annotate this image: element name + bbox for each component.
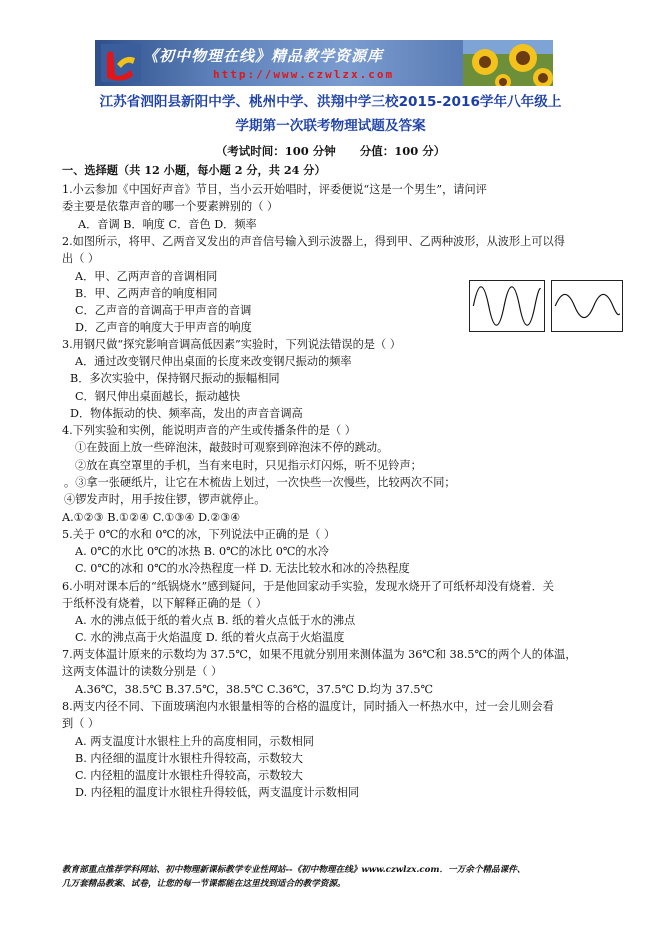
question-line: 7.两支体温计原来的示数均为 37.5℃，如果不甩就分别用来测体温为 36℃和 38.5℃的两个人的体温， (62, 648, 577, 661)
question-line: 8.两支内径不同、下面玻璃泡内水银量相等的合格的温度计，同时插入一杯热水中，过一会儿则会看 (62, 700, 554, 713)
question-line: B．甲、乙两声音的响度相同 (75, 287, 218, 300)
banner-url[interactable]: http://www.czwlzx.com (213, 68, 395, 81)
question-line: 委主要是依靠声音的哪一个要素辨别的（ ） (62, 200, 279, 213)
document-title-line-1: 江苏省泗阳县新阳中学、桃州中学、洪翔中学三校2015-2016学年八年级上 (99, 94, 562, 110)
question-line: 于纸杯没有烧着，以下解释正确的是（ ） (62, 597, 267, 610)
question-line: A.①②③ B.①②④ C.①③④ D.②③④ (62, 511, 241, 524)
question-line: C. 水的沸点高于火焰温度 D. 纸的着火点高于火焰温度 (75, 631, 345, 644)
exam-info: （考试时间：100 分钟 分值：100 分） (215, 144, 446, 158)
question-line: C．乙声音的音调高于甲声音的音调 (75, 304, 252, 317)
section-heading: 一、选择题（共 12 小题，每小题 2 分，共 24 分） (62, 163, 326, 177)
sunflower-decoration-icon (463, 40, 553, 86)
waveform-jia (469, 280, 545, 332)
question-line: ④锣发声时，用手按住锣，锣声就停止。 (64, 493, 266, 506)
question-line: A．音调 B．响度 C．音色 D．频率 (78, 218, 257, 231)
question-line: 6.小明对课本后的“纸锅烧水”感到疑问，于是他回家动手实验，发现水烧开了可纸杯却没有烧着．关 (62, 580, 554, 593)
question-line: B．多次实验中，保持钢尺振动的振幅相同 (70, 372, 280, 385)
question-line: 1.小云参加《中国好声音》节目，当小云开始唱时，评委便说“这是一个男生”，请问评 (62, 183, 487, 196)
question-line: A.36℃，38.5℃ B.37.5℃，38.5℃ C.36℃，37.5℃ D.均为 37.5℃ (75, 683, 434, 696)
question-line: C. 内径粗的温度计水银柱升得较高，示数较大 (75, 769, 303, 782)
question-line: 4.下列实验和实例，能说明声音的产生或传播条件的是（ ） (62, 424, 356, 437)
document-title-line-2: 学期第一次联考物理试题及答案 (235, 118, 426, 134)
question-line: C．钢尺伸出桌面越长，振动越快 (75, 390, 241, 403)
question-line: 2.如图所示，将甲、乙两音叉发出的声音信号输入到示波器上，得到甲、乙两种波形，从波形上可以得 (62, 235, 565, 248)
question-line: D．物体振动的快、频率高，发出的声音音调高 (70, 407, 303, 420)
question-line: D. 内径粗的温度计水银柱升得较低，两支温度计示数相同 (75, 786, 360, 799)
question-line: 5.关于 0℃的水和 0℃的冰，下列说法中正确的是（ ） (62, 528, 336, 541)
question-line: 这两支体温计的读数分别是（ ） (62, 665, 223, 678)
question-line: A. 两支温度计水银柱上升的高度相同，示数相同 (75, 735, 314, 748)
question-line: A. 0℃的水比 0℃的冰热 B. 0℃的冰比 0℃的水冷 (75, 545, 329, 558)
question-line: A. 水的沸点低于纸的着火点 B. 纸的着火点低于水的沸点 (75, 614, 356, 627)
site-logo-icon (101, 44, 141, 82)
footer-line-2: 几万套精品教案、试卷，让您的每一节课都能在这里找到适合的教学资源。 (62, 879, 346, 889)
document-title (40, 90, 621, 138)
header-banner (95, 40, 553, 86)
question-line: 出（ ） (62, 252, 100, 265)
question-line: A．通过改变钢尺伸出桌面的长度来改变钢尺振动的频率 (75, 355, 352, 368)
waveform-yi (551, 280, 623, 332)
question-line: ①在鼓面上放一些碎泡沫，敲鼓时可观察到碎泡沫不停的跳动。 (75, 441, 389, 454)
banner-title: 《初中物理在线》精品教学资源库 (143, 47, 384, 65)
question-line: 。③拿一张硬纸片，让它在木梳齿上划过，一次快些一次慢些，比较两次不同； (64, 476, 456, 489)
question-line: 3.用钢尺做“探究影响音调高低因素”实验时，下列说法错误的是（ ） (62, 338, 401, 351)
footer-line-1: 教育部重点推荐学科网站、初中物理新课标教学专业性网站--《初中物理在线》www.czwlzx.com．一万余个精品课件、 (62, 865, 526, 875)
question-line: A．甲、乙两声音的音调相同 (75, 270, 218, 283)
question-line: D．乙声音的响度大于甲声音的响度 (75, 321, 252, 334)
question-line: ②放在真空罩里的手机，当有来电时，只见指示灯闪烁，听不见铃声； (75, 459, 422, 472)
question-line: C. 0℃的冰和 0℃的水冷热程度一样 D. 无法比较水和冰的冷热程度 (75, 562, 410, 575)
question-line: 到（ ） (62, 717, 100, 730)
question-line: B. 内径细的温度计水银柱升得较高，示数较大 (75, 752, 303, 765)
